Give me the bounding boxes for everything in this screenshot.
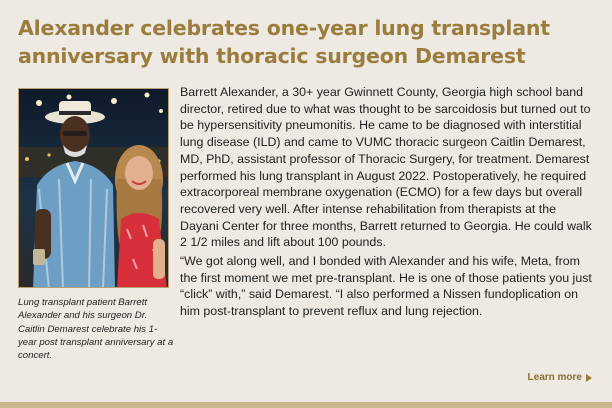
photo-caption: Lung transplant patient Barrett Alexander and his surgeon Dr. Caitlin Demarest celebrate his 1-year post transplant anniversary at a concert. bbox=[18, 297, 174, 362]
article-body bbox=[180, 84, 598, 322]
concert-photo-illustration bbox=[19, 89, 169, 288]
body-paragraph: Barrett Alexander, a 30+ year Gwinnett County, Georgia high school band director, retired due to what was thought to be sarcoidosis but turned out to be hypersensitivity pneumonitis. He came to be diagnosed with interstitial lung disease (ILD) and came to VUMC thoracic surgeon Caitlin Demarest, MD, PhD, assistant professor of Thoracic Surgery, for treatment. Demarest performed his lung transplant in August 2022. Postoperatively, he required extracorporeal membrane oxygenation (ECMO) for a few days but overall recovered very well. After intense rehabilitation from therapists at the Dayani Center for three months, Barrett returned to Georgia. He could walk 2 1/2 miles and lift about 100 pounds. bbox=[180, 85, 592, 250]
body-paragraph: “We got along well, and I bonded with Alexander and his wife, Meta, from the first moment we met pre-transplant. He is one of those patients you just “click” with,” said Demarest. “I also performed a Nissen fundoplication on him post-transplant to prevent reflux and lung rejection. bbox=[180, 254, 592, 319]
article-photo bbox=[18, 88, 169, 288]
headline: Alexander celebrates one-year lung transplant anniversary with thoracic surgeon Demarest bbox=[18, 16, 550, 68]
bottom-divider bbox=[0, 402, 612, 408]
learn-more-link[interactable] bbox=[528, 372, 592, 383]
arrow-right-icon bbox=[586, 374, 592, 382]
learn-more-label: Learn more bbox=[527, 372, 582, 383]
